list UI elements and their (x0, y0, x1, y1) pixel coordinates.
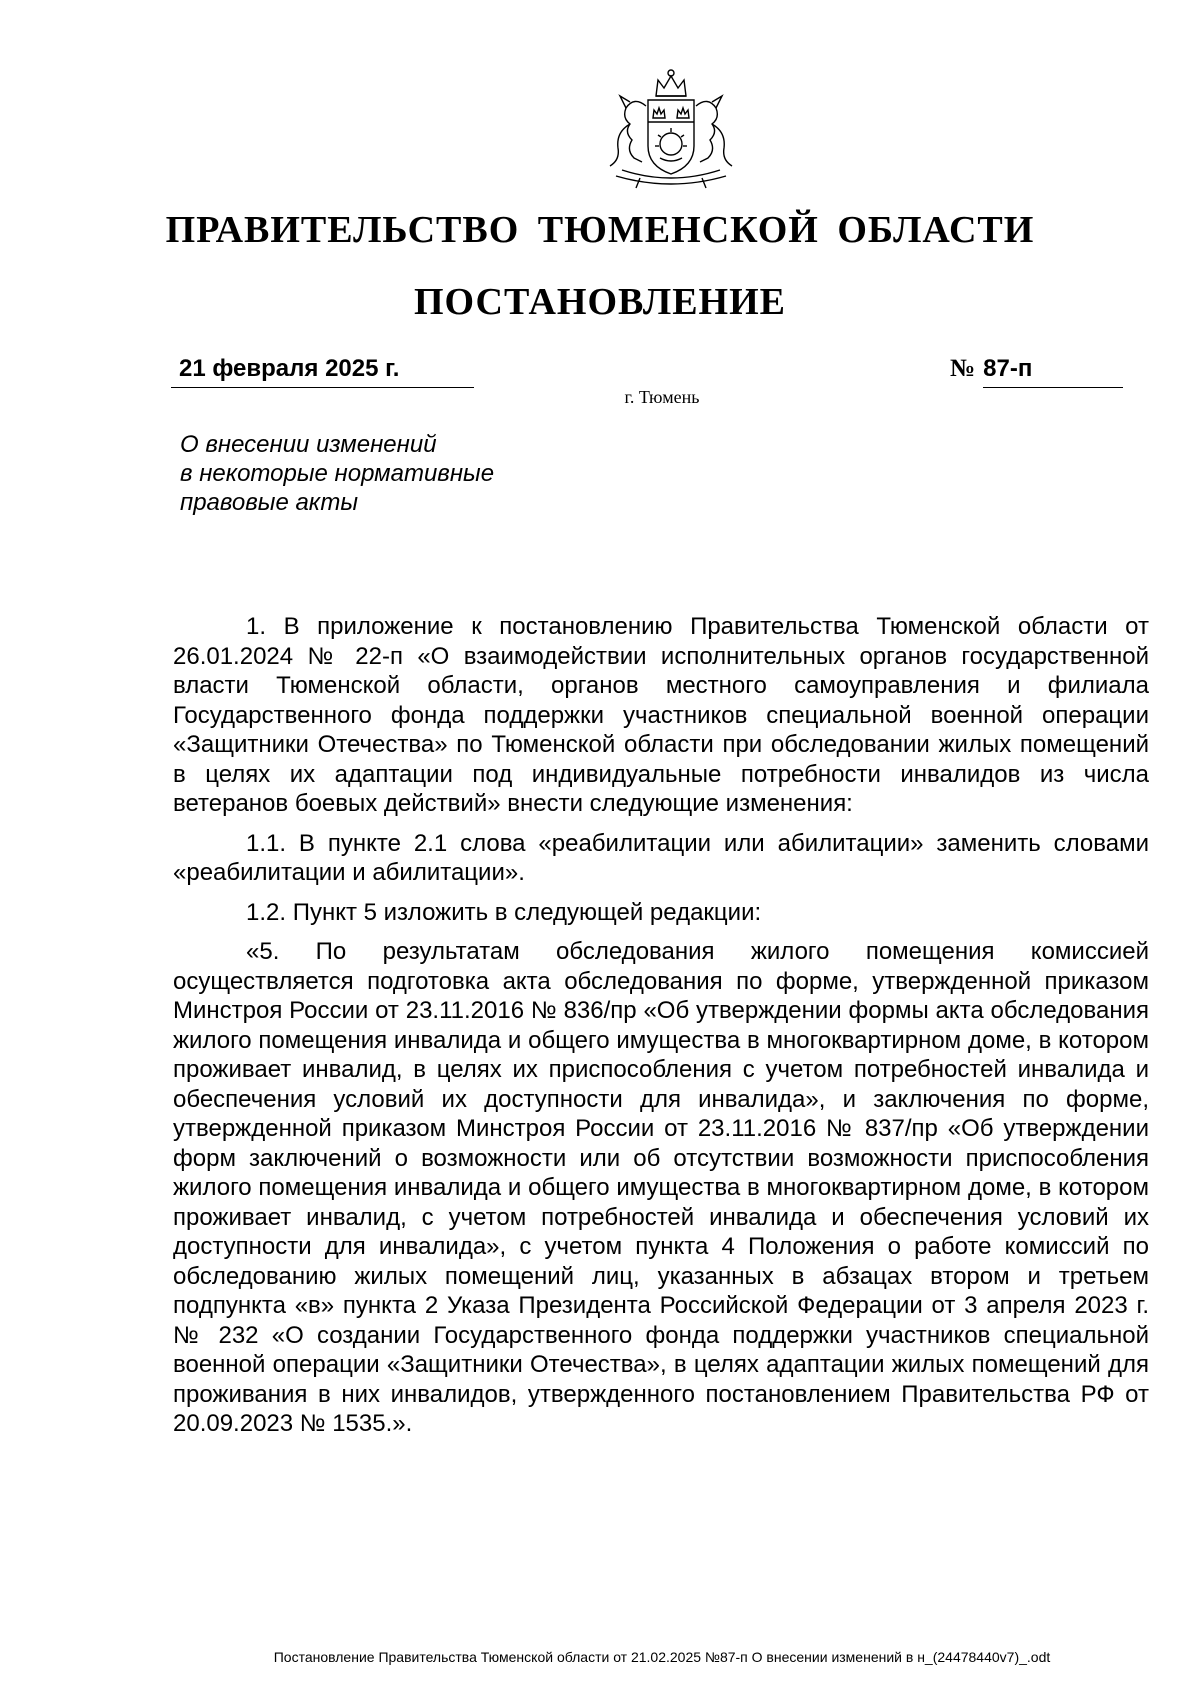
document-type: ПОСТАНОВЛЕНИЕ (413, 281, 787, 323)
paragraph: «5. По результатам обследования жилого помещения комиссией осуществляется подготовка акта обследования по форме, утвержденной приказом Минстроя России от 23.11.2016 № 836/пр «Об утверждении формы акта обследования жилого помещения инвалида и общего имущества в многоквартирном доме, в котором проживает инвалид, в целях их приспособления с учетом потребностей инвалида и обеспечения условий их доступности для инвалида», и заключения по форме, утвержденной приказом Минстроя России от 23.11.2016 № 837/пр «Об утверждении форм заключений о возможности или об отсутствии возможности приспособления жилого помещения инвалида и общего имущества в многоквартирном доме, в котором проживает инвалид, с учетом потребностей инвалида и обеспечения условий их доступности для инвалида», с учетом пункта 4 Положения о работе комиссий по обследованию жилых помещений лиц, указанных в абзацах втором и третьем подпункта «в» пункта 2 Указа Президента Российской Федерации от 3 апреля 2023 г. № 232 «О создании Государственного фонда поддержки участников специальной военной операции «Защитники Отечества», в целях адаптации жилых помещений для проживания в них инвалидов, утвержденного постановлением Правительства РФ от 20.09.2023 № 1535.». (173, 938, 1149, 1437)
paragraph: 1.1. В пункте 2.1 слова «реабилитации или абилитации» заменить словами «реабилитации и абилитации». (173, 829, 1149, 886)
coat-of-arms-icon (596, 66, 746, 194)
document-body (173, 612, 1149, 1449)
document-number (950, 355, 1123, 388)
paragraph: 1. В приложение к постановлению Правительства Тюменской области от 26.01.2024 № 22-п «О взаимодействии исполнительных органов государственной власти Тюменской области, органов местного самоуправления и филиала Государственного фонда поддержки участников специальной военной операции «Защитники Отечества» по Тюменской области при обследовании жилых помещений в целях их адаптации под индивидуальные потребности инвалидов из числа ветеранов боевых действий» внести следующие изменения: (173, 613, 1149, 817)
number-sign: № (950, 355, 976, 382)
number-value: 87-п (983, 355, 1123, 388)
city: г. Тюмень (624, 387, 700, 407)
paragraph: 1.2. Пункт 5 изложить в следующей редакции: (246, 898, 762, 926)
organization-title: ПРАВИТЕЛЬСТВО ТЮМЕНСКОЙ ОБЛАСТИ (165, 209, 1035, 251)
page-footer: Постановление Правительства Тюменской области от 21.02.2025 №87-п О внесении изменений в н_(24478440v7)_.odt (273, 1649, 1051, 1665)
document-subject: О внесении изменений в некоторые нормативные правовые акты (180, 431, 495, 516)
document-date: 21 февраля 2025 г. (171, 355, 474, 388)
